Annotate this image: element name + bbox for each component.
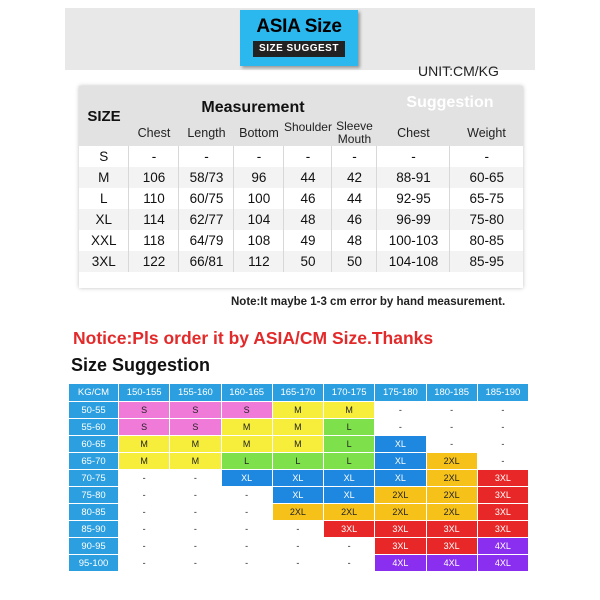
col-header: Chest: [377, 120, 450, 146]
table-cell: -: [179, 146, 234, 167]
grid-cell: -: [119, 538, 169, 554]
table-cell: 42: [332, 167, 377, 188]
grid-cell: M: [222, 419, 272, 435]
grid-cell: -: [119, 521, 169, 537]
grid-cell: -: [478, 436, 528, 452]
table-cell: 96: [234, 167, 284, 188]
grid-cell: 2XL: [427, 487, 477, 503]
table-cell: 62/77: [179, 209, 234, 230]
table-cell: -: [129, 146, 179, 167]
size-suggestion-title: Size Suggestion: [71, 355, 211, 375]
page-subtitle: SIZE SUGGEST: [253, 41, 345, 57]
weight-header: 95-100: [69, 555, 118, 571]
size-cell: M: [79, 167, 129, 188]
grid-cell: 3XL: [478, 487, 528, 503]
grid-cell: S: [170, 402, 220, 418]
table-cell: -: [332, 146, 377, 167]
table-cell: 106: [129, 167, 179, 188]
weight-header: 65-70: [69, 453, 118, 469]
grid-cell: 4XL: [375, 555, 425, 571]
grid-cell: -: [222, 487, 272, 503]
grid-cell: S: [170, 419, 220, 435]
table-cell: 60/75: [179, 188, 234, 209]
table-cell: 85-95: [450, 251, 523, 272]
grid-cell: -: [119, 470, 169, 486]
grid-cell: -: [119, 487, 169, 503]
grid-cell: 3XL: [427, 521, 477, 537]
table-cell: 92-95: [377, 188, 450, 209]
grid-cell: -: [170, 555, 220, 571]
table-row: [79, 209, 523, 230]
col-header: Shoulder: [284, 120, 332, 146]
col-header: Weight: [450, 120, 523, 146]
table-cell: 44: [284, 167, 332, 188]
col-header: Sleeve Mouth: [332, 120, 377, 146]
grid-row: [69, 487, 528, 503]
weight-header: 85-90: [69, 521, 118, 537]
height-header: 160-165: [222, 384, 272, 401]
grid-cell: 4XL: [478, 555, 528, 571]
grid-cell: 2XL: [427, 470, 477, 486]
grid-cell: M: [170, 436, 220, 452]
grid-cell: -: [324, 555, 374, 571]
header-title-box: [240, 10, 358, 66]
table-cell: 100: [234, 188, 284, 209]
grid-cell: 3XL: [375, 521, 425, 537]
grid-cell: L: [324, 453, 374, 469]
table-cell: 50: [284, 251, 332, 272]
table-cell: 108: [234, 230, 284, 251]
grid-cell: -: [273, 555, 323, 571]
table-cell: -: [450, 146, 523, 167]
grid-cell: XL: [375, 436, 425, 452]
col-header: Bottom: [234, 120, 284, 146]
weight-header: 90-95: [69, 538, 118, 554]
grid-cell: -: [222, 521, 272, 537]
grid-row: [69, 538, 528, 554]
table-row: [79, 146, 523, 167]
grid-corner-label: KG/CM: [69, 384, 118, 401]
grid-cell: L: [273, 453, 323, 469]
grid-cell: 3XL: [427, 538, 477, 554]
grid-cell: -: [427, 436, 477, 452]
unit-label: UNIT:CM/KG: [418, 63, 499, 79]
table-cell: 60-65: [450, 167, 523, 188]
table-cell: 96-99: [377, 209, 450, 230]
grid-cell: S: [119, 419, 169, 435]
grid-cell: S: [222, 402, 272, 418]
table-row: [79, 230, 523, 251]
grid-cell: -: [170, 504, 220, 520]
size-cell: L: [79, 188, 129, 209]
table-row: [79, 167, 523, 188]
grid-cell: S: [119, 402, 169, 418]
size-cell: XL: [79, 209, 129, 230]
table-cell: -: [234, 146, 284, 167]
height-header: 165-170: [273, 384, 323, 401]
grid-cell: L: [324, 419, 374, 435]
grid-cell: -: [119, 555, 169, 571]
grid-cell: XL: [375, 470, 425, 486]
table-cell: 46: [332, 209, 377, 230]
grid-cell: -: [427, 419, 477, 435]
table-cell: 48: [332, 230, 377, 251]
table-cell: 46: [284, 188, 332, 209]
grid-cell: M: [222, 436, 272, 452]
grid-cell: XL: [324, 470, 374, 486]
col-header: Length: [179, 120, 234, 146]
table-cell: 44: [332, 188, 377, 209]
grid-cell: M: [119, 436, 169, 452]
table-row: [79, 251, 523, 272]
height-header: 170-175: [324, 384, 374, 401]
grid-cell: L: [324, 436, 374, 452]
grid-cell: M: [273, 402, 323, 418]
grid-cell: -: [427, 402, 477, 418]
grid-cell: 3XL: [478, 504, 528, 520]
weight-header: 80-85: [69, 504, 118, 520]
grid-cell: M: [273, 419, 323, 435]
size-header: SIZE: [79, 86, 129, 146]
grid-row: [69, 555, 528, 571]
height-header: 175-180: [375, 384, 425, 401]
grid-cell: M: [273, 436, 323, 452]
page-title: ASIA Size: [256, 16, 342, 37]
grid-cell: 2XL: [427, 504, 477, 520]
table-cell: 66/81: [179, 251, 234, 272]
grid-cell: 2XL: [427, 453, 477, 469]
table-cell: 118: [129, 230, 179, 251]
table-cell: 100-103: [377, 230, 450, 251]
grid-cell: 4XL: [478, 538, 528, 554]
table-cell: -: [284, 146, 332, 167]
suggestion-header: Suggestion: [377, 86, 523, 120]
table-cell: 75-80: [450, 209, 523, 230]
table-cell: 64/79: [179, 230, 234, 251]
grid-cell: -: [170, 487, 220, 503]
grid-cell: 2XL: [324, 504, 374, 520]
grid-row: [69, 470, 528, 486]
grid-cell: 3XL: [324, 521, 374, 537]
weight-header: 70-75: [69, 470, 118, 486]
height-header: 185-190: [478, 384, 528, 401]
weight-header: 75-80: [69, 487, 118, 503]
height-header: 150-155: [119, 384, 169, 401]
table-cell: 110: [129, 188, 179, 209]
table-cell: 114: [129, 209, 179, 230]
height-header: 155-160: [170, 384, 220, 401]
table-cell: 48: [284, 209, 332, 230]
grid-cell: 2XL: [375, 504, 425, 520]
height-header: 180-185: [427, 384, 477, 401]
weight-header: 55-60: [69, 419, 118, 435]
grid-cell: 3XL: [375, 538, 425, 554]
col-header: Chest: [129, 120, 179, 146]
grid-cell: 2XL: [375, 487, 425, 503]
grid-cell: -: [375, 402, 425, 418]
grid-cell: 3XL: [478, 521, 528, 537]
grid-row: [69, 402, 528, 418]
measurement-table: [79, 86, 523, 272]
grid-cell: -: [478, 402, 528, 418]
grid-cell: -: [170, 470, 220, 486]
grid-cell: XL: [324, 487, 374, 503]
table-cell: 104-108: [377, 251, 450, 272]
size-suggestion-grid: [68, 383, 529, 572]
grid-cell: -: [222, 538, 272, 554]
table-row: [79, 188, 523, 209]
grid-cell: -: [119, 504, 169, 520]
grid-row: [69, 436, 528, 452]
table-cell: 80-85: [450, 230, 523, 251]
grid-cell: M: [119, 453, 169, 469]
grid-cell: -: [375, 419, 425, 435]
grid-cell: M: [324, 402, 374, 418]
grid-row: [69, 504, 528, 520]
measurement-header: Measurement: [129, 86, 377, 120]
table-cell: 58/73: [179, 167, 234, 188]
grid-cell: 3XL: [478, 470, 528, 486]
grid-cell: -: [478, 453, 528, 469]
measurement-table-body: [79, 146, 523, 272]
grid-row: [69, 419, 528, 435]
grid-cell: 2XL: [273, 504, 323, 520]
grid-cell: -: [222, 504, 272, 520]
table-cell: 50: [332, 251, 377, 272]
size-cell: 3XL: [79, 251, 129, 272]
size-cell: S: [79, 146, 129, 167]
grid-cell: -: [478, 419, 528, 435]
order-notice: Notice:Pls order it by ASIA/CM Size.Thanks: [73, 328, 434, 348]
table-cell: 88-91: [377, 167, 450, 188]
grid-cell: XL: [375, 453, 425, 469]
grid-cell: -: [170, 538, 220, 554]
table-cell: 122: [129, 251, 179, 272]
grid-cell: XL: [273, 470, 323, 486]
table-cell: 112: [234, 251, 284, 272]
size-cell: XXL: [79, 230, 129, 251]
size-suggestion-grid-body: [69, 402, 528, 571]
grid-cell: L: [222, 453, 272, 469]
measurement-note: Note:It maybe 1-3 cm error by hand measurement.: [231, 296, 506, 308]
grid-cell: -: [324, 538, 374, 554]
weight-header: 60-65: [69, 436, 118, 452]
grid-cell: -: [170, 521, 220, 537]
table-cell: 104: [234, 209, 284, 230]
grid-cell: XL: [273, 487, 323, 503]
grid-cell: XL: [222, 470, 272, 486]
grid-cell: -: [222, 555, 272, 571]
grid-row: [69, 453, 528, 469]
grid-row: [69, 521, 528, 537]
grid-cell: 4XL: [427, 555, 477, 571]
weight-header: 50-55: [69, 402, 118, 418]
grid-cell: -: [273, 538, 323, 554]
table-cell: 65-75: [450, 188, 523, 209]
grid-cell: -: [273, 521, 323, 537]
table-cell: 49: [284, 230, 332, 251]
grid-cell: M: [170, 453, 220, 469]
table-cell: -: [377, 146, 450, 167]
